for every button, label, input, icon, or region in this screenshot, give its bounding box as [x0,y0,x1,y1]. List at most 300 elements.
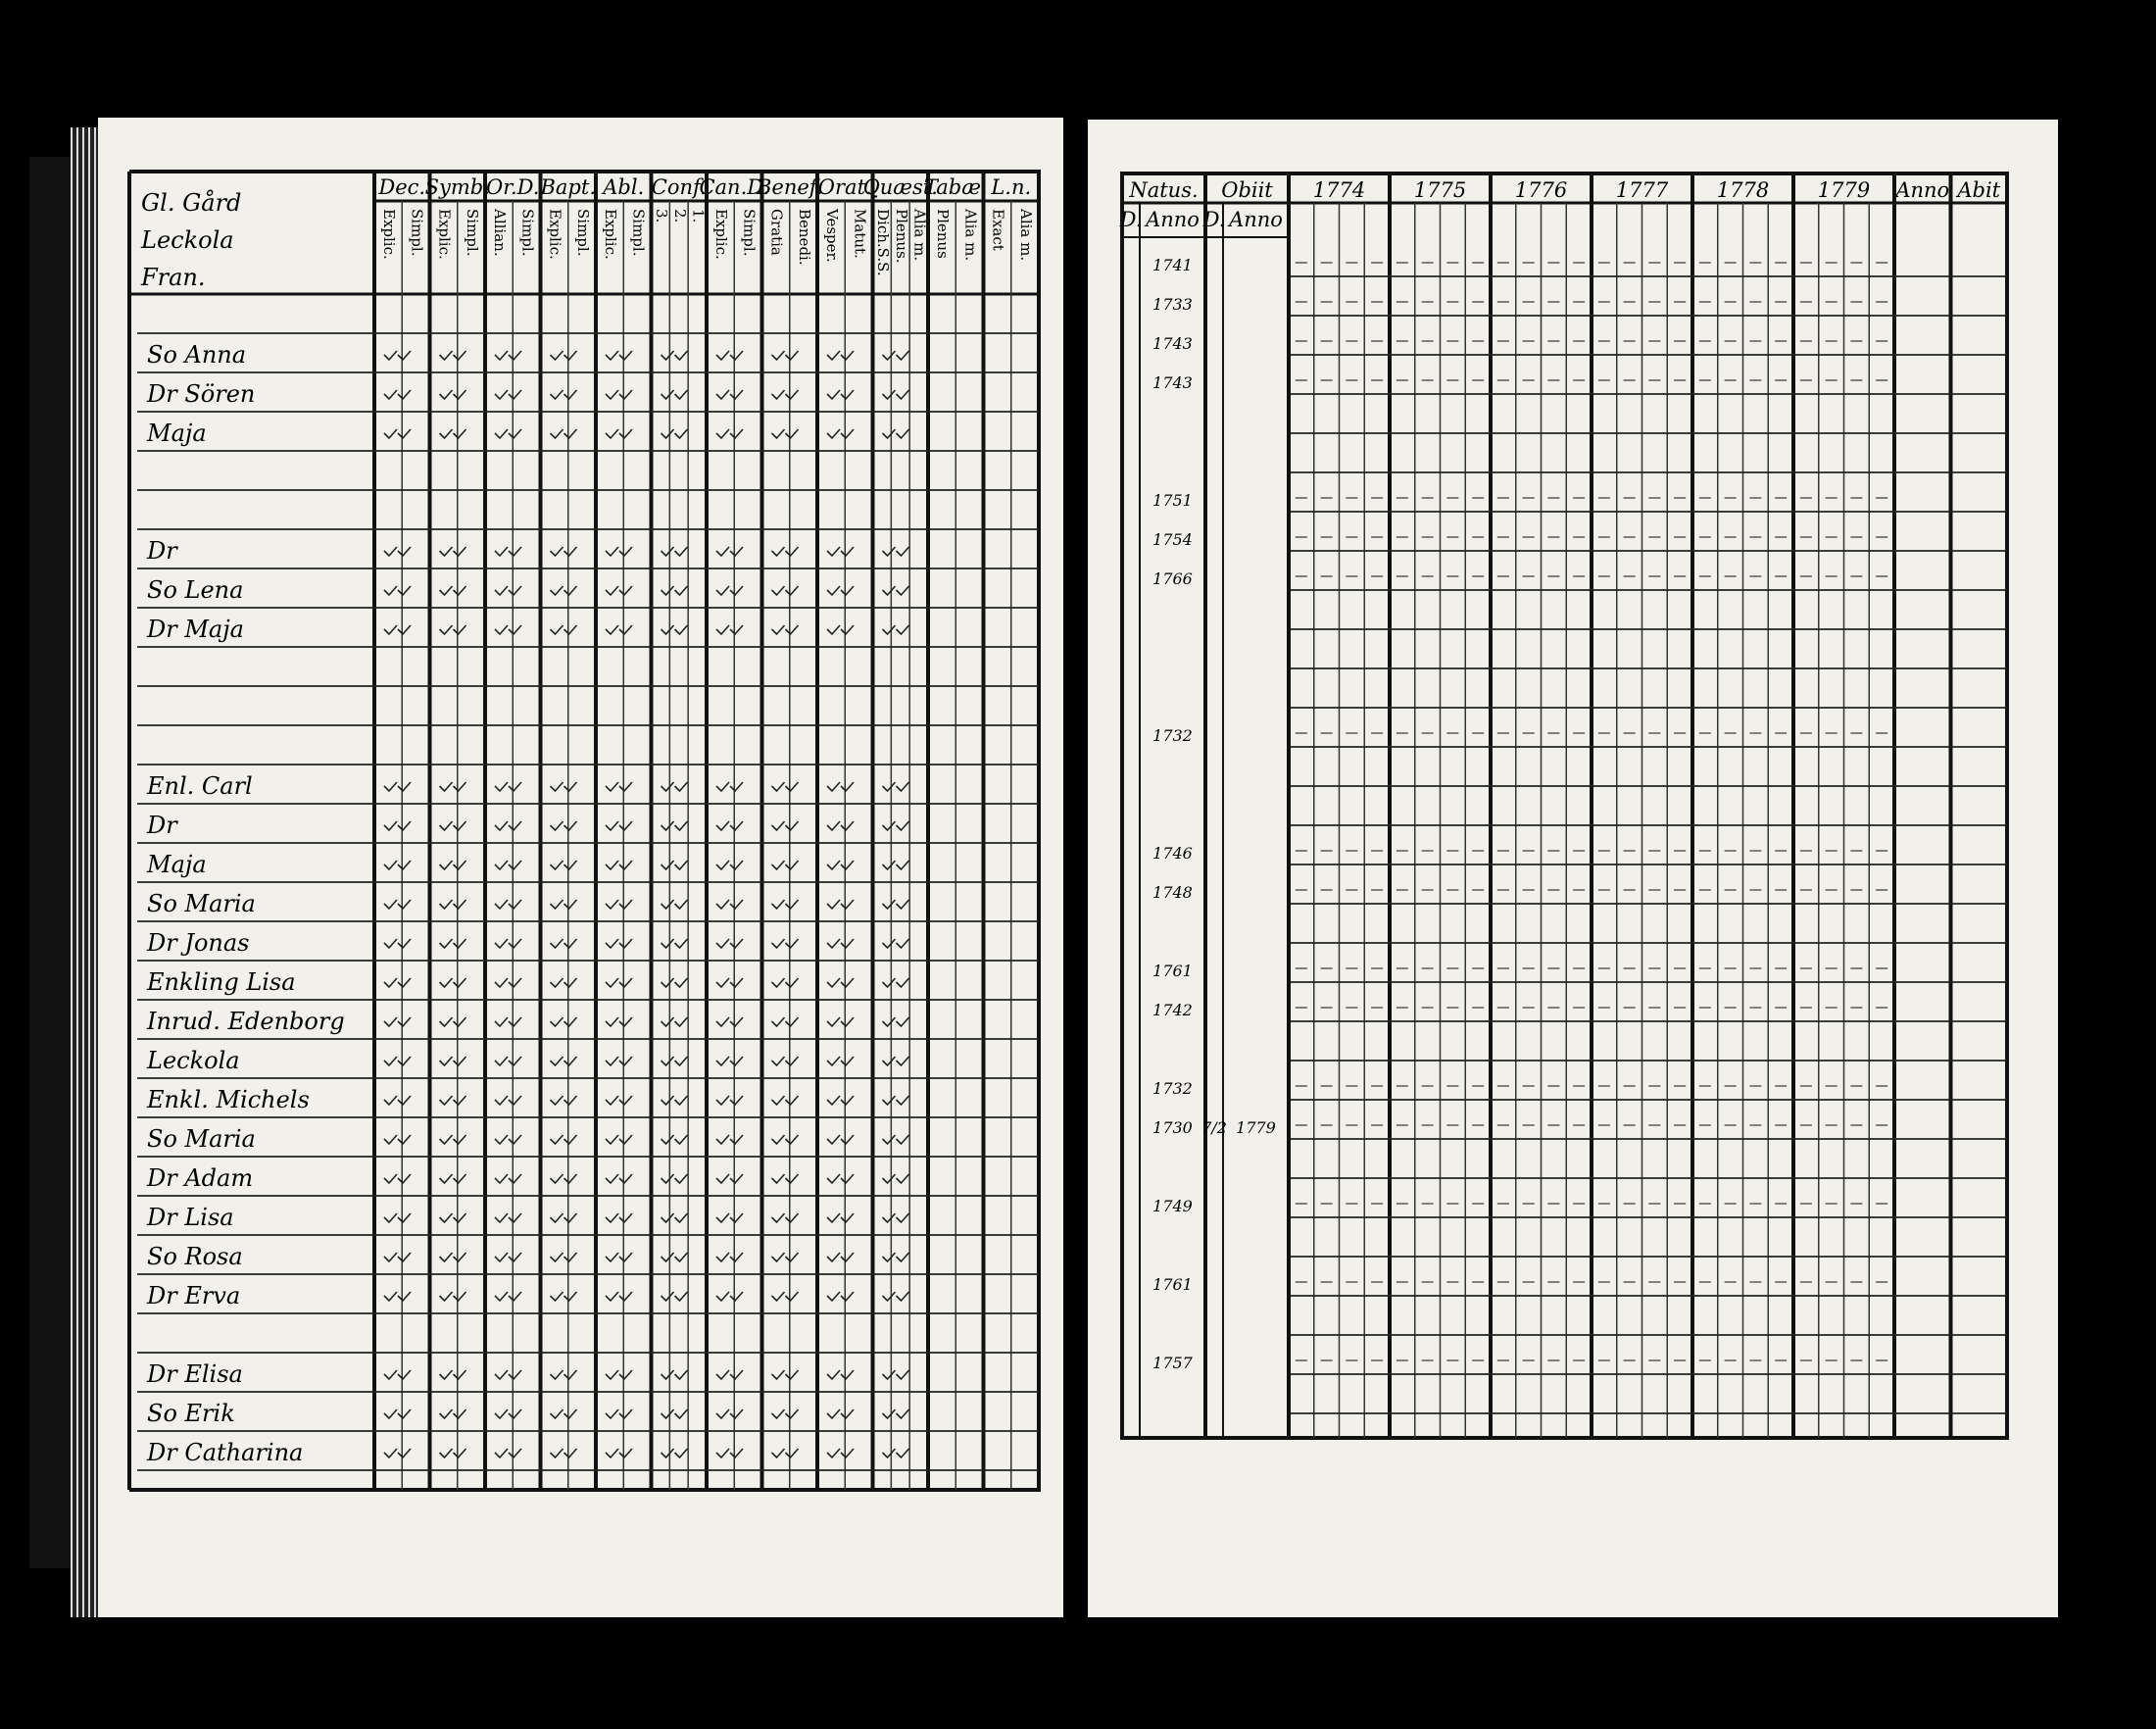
tick-mark [440,625,466,634]
tick-mark [772,1174,799,1183]
tick-mark [440,390,466,399]
tick-mark [772,978,799,987]
person-name: So Maria [147,1125,256,1153]
tick-mark [495,1135,521,1144]
person-name: Dr Catharina [147,1439,304,1466]
tick-mark [495,1096,521,1105]
tick-mark [495,351,521,360]
tick-mark [662,900,688,909]
column-header: Quæst. [862,175,938,199]
tick-mark [883,861,909,869]
sub-column-header: Simpl. [629,209,648,257]
person-name: So Erik [147,1400,235,1427]
birth-year: 1761 [1152,962,1193,980]
left-register-page [98,118,1063,1617]
tick-mark [495,390,521,399]
column-header: Or.D. [486,175,540,199]
tick-mark [495,1449,521,1457]
tick-mark [440,1213,466,1222]
tick-mark [827,586,854,595]
tick-mark [772,782,799,791]
tick-mark [551,939,577,948]
tick-mark [662,1449,688,1457]
tick-mark [551,429,577,438]
page-title-line: Leckola [141,226,234,254]
tick-mark [662,390,688,399]
tick-mark [716,547,743,556]
birth-year: 1749 [1152,1197,1193,1215]
tick-mark [384,351,411,360]
tick-mark [716,1096,743,1105]
tick-mark [495,1370,521,1379]
tick-mark [827,429,854,438]
tick-mark [606,547,632,556]
sub-column-header: 1. [689,209,708,223]
birth-year: 1754 [1152,530,1193,549]
tick-mark [883,1370,909,1379]
right-register-page [1088,120,2058,1617]
tick-mark [606,1292,632,1301]
tick-mark [440,978,466,987]
person-name: Maja [147,420,207,447]
tick-mark [716,1017,743,1026]
tick-mark [384,978,411,987]
tick-mark [384,625,411,634]
sub-column-header: Simpl. [573,209,592,257]
tick-mark [495,861,521,869]
tick-mark [440,1017,466,1026]
death-day: 7/2 [1201,1118,1227,1137]
tick-mark [495,1213,521,1222]
tick-mark [606,1370,632,1379]
tick-mark [495,586,521,595]
tick-mark [827,351,854,360]
person-name: Inrud. Edenborg [147,1008,345,1035]
tick-mark [772,939,799,948]
tick-mark [827,1135,854,1144]
tick-mark [827,1253,854,1261]
tick-mark [384,861,411,869]
tick-mark [606,939,632,948]
tick-mark [495,821,521,830]
tick-mark [440,782,466,791]
tick-mark [606,625,632,634]
birth-year: 1743 [1152,373,1193,392]
tick-mark [883,978,909,987]
tick-mark [662,625,688,634]
tick-mark [827,1213,854,1222]
tick-mark [606,1057,632,1065]
tick-mark [772,625,799,634]
tick-mark [551,1253,577,1261]
abit-header: Abit [1957,178,2001,202]
column-header: Can.D. [699,175,770,199]
tick-mark [551,1057,577,1065]
tick-mark [606,390,632,399]
tick-mark [827,1017,854,1026]
tick-mark [551,821,577,830]
column-header: Conf. [651,175,707,199]
tick-mark [827,1096,854,1105]
sub-column-header: Simpl. [740,209,759,257]
tick-mark [606,1409,632,1418]
tick-mark [662,351,688,360]
person-name: Dr Elisa [147,1360,243,1388]
tick-mark [716,821,743,830]
tick-mark [883,900,909,909]
tick-mark [384,1057,411,1065]
tick-mark [440,351,466,360]
year-header: 1777 [1615,178,1669,202]
birth-year: 1741 [1152,256,1193,274]
tick-mark [606,1213,632,1222]
tick-mark [384,429,411,438]
sub-column-header: Explic. [435,209,454,260]
tick-mark [384,1253,411,1261]
sub-column-header: Plenus [934,209,953,259]
tick-mark [716,978,743,987]
birth-year: 1757 [1152,1354,1193,1372]
tick-mark [440,1135,466,1144]
tick-mark [716,861,743,869]
birth-year: 1743 [1152,334,1193,353]
tick-mark [551,1292,577,1301]
tick-mark [495,1253,521,1261]
tick-mark [551,1449,577,1457]
year-header: 1774 [1312,178,1366,202]
birth-year: 1732 [1152,726,1193,745]
person-name: So Rosa [147,1243,243,1270]
tick-mark [772,1292,799,1301]
tick-mark [883,547,909,556]
tick-mark [827,782,854,791]
tick-mark [384,1213,411,1222]
sub-header: D. [1119,208,1143,231]
tick-mark [384,390,411,399]
tick-mark [827,547,854,556]
tick-mark [440,939,466,948]
column-header: Orat. [817,175,872,199]
column-header: Bapt. [540,175,597,199]
tick-mark [551,390,577,399]
birth-year: 1748 [1152,883,1193,902]
person-name: Dr Maja [147,616,244,643]
tick-mark [440,900,466,909]
tick-mark [606,782,632,791]
sub-column-header: Explic. [380,209,399,260]
sub-column-header: Plenus. [892,209,910,264]
tick-mark [384,1096,411,1105]
tick-mark [772,390,799,399]
person-name: Enkl. Michels [147,1086,310,1113]
tick-mark [551,861,577,869]
tick-mark [551,1370,577,1379]
tick-mark [827,625,854,634]
tick-mark [662,429,688,438]
person-name: Enkling Lisa [147,968,296,996]
tick-mark [606,1449,632,1457]
page-edges [71,127,100,1617]
tick-mark [827,1370,854,1379]
tick-mark [716,782,743,791]
tick-mark [606,1135,632,1144]
tick-mark [716,1174,743,1183]
tick-mark [883,1213,909,1222]
tick-mark [716,1213,743,1222]
tick-mark [495,939,521,948]
tick-mark [440,547,466,556]
sub-column-header: Alia m. [1016,209,1035,262]
tick-mark [440,1292,466,1301]
tick-mark [772,351,799,360]
tick-mark [716,1370,743,1379]
tick-mark [662,1174,688,1183]
tick-mark [440,821,466,830]
tick-mark [495,1292,521,1301]
tick-mark [716,1135,743,1144]
tick-mark [440,1174,466,1183]
sub-column-header: Alia m. [961,209,980,262]
tick-mark [606,1253,632,1261]
person-name: Dr [147,812,177,839]
tick-mark [883,1096,909,1105]
tick-mark [716,390,743,399]
tick-mark [772,429,799,438]
tick-mark [384,1017,411,1026]
tick-mark [662,1096,688,1105]
tick-mark [551,1135,577,1144]
tick-mark [551,900,577,909]
tick-mark [551,1213,577,1222]
tick-mark [772,1409,799,1418]
sub-column-header: Simpl. [463,209,481,257]
tick-mark [716,625,743,634]
tick-mark [827,978,854,987]
sub-column-header: Explic. [712,209,731,260]
sub-column-header: Gratia [767,209,786,256]
tick-mark [716,1409,743,1418]
sub-column-header: Alia m. [910,209,929,262]
sub-column-header: Simpl. [518,209,537,257]
tick-mark [716,1253,743,1261]
tick-mark [606,861,632,869]
tick-mark [606,821,632,830]
sub-column-header: Explic. [602,209,620,260]
page-title-line: Gl. Gård [141,189,242,217]
right-register-table [1088,120,2058,1617]
tick-mark [495,1057,521,1065]
tick-mark [606,429,632,438]
tick-mark [551,978,577,987]
tick-mark [883,1135,909,1144]
tick-mark [827,1409,854,1418]
tick-mark [772,1096,799,1105]
tick-mark [772,861,799,869]
birth-year: 1761 [1152,1275,1193,1294]
death-year: 1779 [1236,1118,1276,1137]
tick-mark [384,1370,411,1379]
tick-mark [384,1409,411,1418]
tick-mark [384,900,411,909]
column-header: Dec. [378,175,426,199]
tick-mark [662,1135,688,1144]
tick-mark [384,547,411,556]
tick-mark [662,586,688,595]
tick-mark [495,429,521,438]
tick-mark [883,390,909,399]
tick-mark [772,1370,799,1379]
tick-mark [495,978,521,987]
tick-mark [883,1017,909,1026]
tick-mark [772,821,799,830]
tick-mark [662,1213,688,1222]
tick-mark [606,1174,632,1183]
tick-mark [384,939,411,948]
tick-mark [551,1096,577,1105]
tick-mark [551,586,577,595]
tick-mark [772,586,799,595]
tick-mark [551,1174,577,1183]
person-name: Dr Lisa [147,1204,234,1231]
tick-mark [662,1253,688,1261]
tick-mark [440,429,466,438]
tick-mark [772,900,799,909]
year-header: 1779 [1817,178,1871,202]
birth-year: 1751 [1152,491,1193,510]
sub-column-header: Explic. [546,209,564,260]
tick-mark [551,1017,577,1026]
tick-mark [384,1135,411,1144]
birth-year: 1733 [1152,295,1193,314]
tick-mark [716,429,743,438]
page-title-line: Fran. [141,264,206,291]
tick-mark [662,939,688,948]
sub-header: D. [1202,208,1226,231]
tick-mark [883,1253,909,1261]
tick-mark [883,625,909,634]
person-name: Dr Sören [147,380,256,408]
sub-header: Anno [1146,208,1200,231]
tick-mark [384,1449,411,1457]
tick-mark [883,939,909,948]
person-name: Leckola [147,1047,240,1074]
birth-year: 1732 [1152,1079,1193,1098]
sub-column-header: 2. [670,209,689,223]
natus-header: Natus. [1129,178,1199,202]
tick-mark [662,1370,688,1379]
tick-mark [716,586,743,595]
tick-mark [440,1370,466,1379]
person-name: So Lena [147,576,244,604]
anno-header: Anno [1895,178,1950,202]
tick-mark [384,782,411,791]
person-name: Maja [147,851,207,878]
column-header: Abl. [603,175,645,199]
tick-mark [606,1017,632,1026]
tick-mark [606,351,632,360]
tick-mark [440,861,466,869]
tick-mark [883,1292,909,1301]
tick-mark [772,1449,799,1457]
birth-year: 1766 [1152,569,1193,588]
tick-mark [495,1017,521,1026]
year-header: 1775 [1413,178,1467,202]
tick-mark [662,821,688,830]
tick-mark [495,1409,521,1418]
tick-mark [384,821,411,830]
year-header: 1778 [1716,178,1770,202]
tick-mark [716,351,743,360]
tick-mark [551,547,577,556]
tick-mark [827,900,854,909]
tick-mark [772,547,799,556]
tick-mark [662,782,688,791]
sub-column-header: Simpl. [408,209,426,257]
tick-mark [772,1135,799,1144]
tick-mark [662,547,688,556]
column-header: Symb. [424,175,490,199]
tick-mark [662,1057,688,1065]
tick-mark [551,351,577,360]
birth-year: 1746 [1152,844,1193,863]
tick-mark [495,782,521,791]
tick-mark [716,1449,743,1457]
tick-mark [606,900,632,909]
tick-mark [827,821,854,830]
tick-mark [883,429,909,438]
tick-mark [716,900,743,909]
tick-mark [883,586,909,595]
tick-mark [827,1449,854,1457]
tick-mark [662,978,688,987]
tick-mark [883,821,909,830]
column-header: L.n. [991,175,1032,199]
tick-mark [440,586,466,595]
birth-year: 1742 [1152,1001,1193,1019]
person-name: Dr Adam [147,1164,254,1192]
tick-mark [662,1409,688,1418]
tick-mark [827,390,854,399]
tick-mark [606,586,632,595]
tick-mark [883,1449,909,1457]
tick-mark [384,1174,411,1183]
sub-header: Anno [1229,208,1283,231]
tick-mark [440,1449,466,1457]
tick-mark [495,625,521,634]
person-name: Dr Jonas [147,929,250,957]
sub-column-header: Matut. [851,209,869,259]
tick-mark [551,782,577,791]
sub-column-header: 3. [652,209,670,223]
column-header: Tabæ. [923,175,988,199]
tick-mark [827,939,854,948]
tick-mark [827,861,854,869]
obiit-header: Obiit [1221,178,1273,202]
tick-mark [495,547,521,556]
tick-mark [772,1017,799,1026]
tick-mark [662,861,688,869]
sub-column-header: Exact [989,209,1007,251]
tick-mark [883,1057,909,1065]
column-header: Benef. [756,175,823,199]
tick-mark [384,586,411,595]
left-register-table [98,118,1063,1617]
year-header: 1776 [1514,178,1568,202]
tick-mark [662,1292,688,1301]
tick-mark [772,1057,799,1065]
tick-mark [495,1174,521,1183]
person-name: Dr [147,537,177,565]
